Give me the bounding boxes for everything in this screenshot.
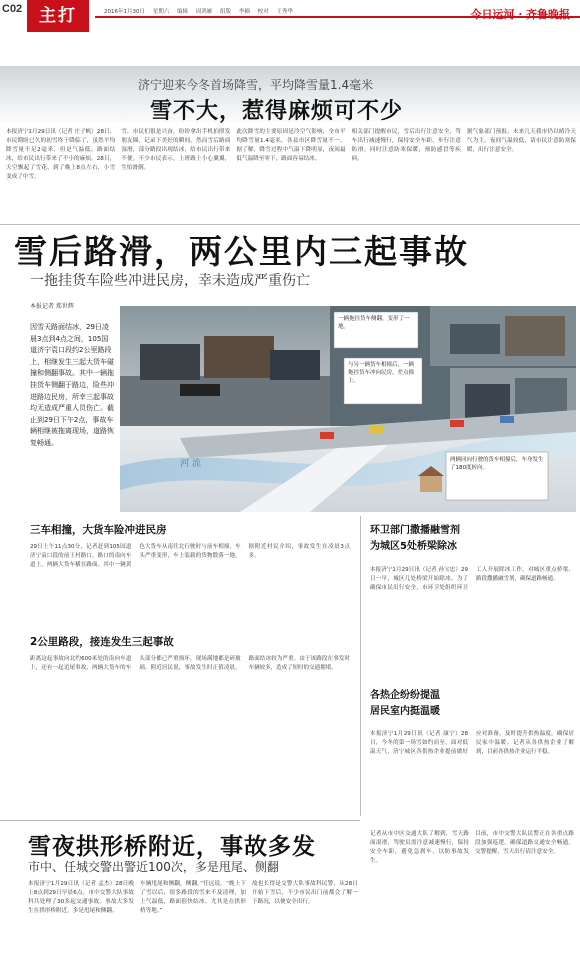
- brand-logo: 今日运河 · 齐鲁晚报: [470, 8, 570, 21]
- article-subtitle: 市中、任城交警出警近100次，多是甩尾、侧翻: [28, 860, 279, 874]
- column-divider: [360, 516, 361, 816]
- section-body: 本报济宁1月29日讯（记者 孙宝忠）29日一早，城区几处桥梁开始除冰。为了确保市民出行安全，市环卫处组织环卫工人开展除冰工作，对城区重点桥梁、路段撒播融雪剂，确保道路畅通。: [370, 567, 574, 591]
- article-headline: 雪不大，惹得麻烦可不少: [150, 99, 404, 124]
- accident-photo-collage: [120, 306, 576, 512]
- body-column: 目前，市中交警大队民警正在各重点路段加强巡逻，确保道路交通安全畅通。交警提醒，雪天出行请注意安全。: [475, 831, 574, 855]
- photo-label-2: 与另一辆货车相撞后，一辆拖挂货车冲向民房，差点撞上。: [348, 362, 415, 384]
- section-title: 各热企纷纷提温 居民室内挺温暖: [370, 690, 440, 717]
- photo-label-3: 两辆同向行驶的货车相撞后，车身发生了180度转向。: [450, 457, 544, 471]
- issue-meta: [104, 7, 299, 15]
- byline: 本报记者 郑世辉: [30, 303, 74, 310]
- section-divider: [0, 224, 580, 225]
- article-body: [6, 128, 576, 220]
- editor-name: 周鸿雁: [195, 9, 213, 15]
- layout-name: 李楠: [238, 9, 250, 15]
- proof-name: 王秀华: [276, 9, 293, 15]
- masthead: [0, 0, 580, 34]
- page-number: C02: [2, 3, 23, 15]
- photo-label-1: 一辆拖挂货车侧翻，变形了一地。: [338, 316, 410, 330]
- article-body-right: [370, 830, 574, 976]
- section-title: 环卫部门撒播融雪剂 为城区5处桥梁除冰: [370, 525, 460, 552]
- body-column: 雪，市民们很是兴奋，纷纷拿出手机拍照发朋友圈，记录下美好的瞬间。然而雪后路面湿滑，部分路段出现结冰，给市民出行带来不便。不少市民表示，上班路上小心翼翼，生怕滑倒。: [121, 129, 231, 171]
- issue-date: 2016年1月30日: [104, 9, 145, 15]
- article-snow: [0, 36, 580, 222]
- lead-paragraph: 因雪天路面结冰，29日凌晨3点到4点之间，105国道济宁袁口段约2公里路段上，相继发生三起大货车碰撞和侧翻事故。其中一辆拖挂货车侧翻于路边，险些冲进路边民房，所幸三起事故均无造成严重人员伤亡。截止到29日下午2点，事故车辆相继被拖离现场，道路恢复畅通。: [30, 323, 114, 447]
- section-divider: [0, 820, 360, 821]
- body-column: 车辆甩尾和侧翻，侧翻。”任远说。“晚上下了雪以后，很多路段的雪来不及清理，加上气温低，路面很快结冰。尤其是在拱形桥等地。”: [140, 881, 246, 914]
- body-column: 记者从市中区交通大队了解到，雪天路面湿滑，驾驶员需注意减速慢行，保持安全车距，避免急刹车，以防事故发生。: [370, 831, 469, 864]
- section-tag: 主打: [27, 0, 89, 32]
- body-column: 据气象部门预报，未来几天我市仍以晴冷天气为主，夜间气温较低，请市民注意防寒保暖，出行注意安全。: [466, 129, 577, 153]
- article-subtitle: 一拖挂货车险些冲进民房，幸未造成严重伤亡: [30, 273, 310, 289]
- article-subtitle: 济宁迎来今冬首场降雪，平均降雪量1.4毫米: [138, 78, 374, 92]
- section-title: 三车相撞，大货车险冲进民房: [30, 524, 167, 536]
- layout-label: 组版: [220, 9, 232, 15]
- body-column: 本报济宁1月29日讯（记者 庄子帆）28日，市民期盼已久的初雪终于降临了，虽然平均降雪量不足2毫米，但是气温低，路面结冰，给市民出行带来了不小的麻烦。28日，天空飘起了雪花，到了晚上8点左右，小雪变成了中雪。: [6, 129, 116, 180]
- body-column: 故也长得是交警大队事故科民警，从28日开始下雪后，不少市民出门前都会了解一下路况，以便安全出行。: [252, 881, 358, 905]
- article-headline: 雪后路滑，两公里内三起事故: [14, 232, 469, 271]
- section-title: 2公里路段，接连发生三起事故: [30, 636, 174, 648]
- issue-weekday: 星期六: [152, 9, 170, 15]
- article-headline: 雪夜拱形桥附近，事故多发: [28, 834, 316, 860]
- body-column: 本报济宁1月29日讯（记者 孟杰）28日晚上8点到29日早晨6点，市中交警大队事故科共处理了30多起交通事故。事故大多发生在拱形桥附近，多是甩尾和侧翻。: [28, 881, 134, 914]
- body-column: 此次降雪的主要原因是冷空气影响，全市平均降雪量1.4毫米，各县市区降雪量不一。据了解，降雪过程中气温下降明显，夜间最低气温降至零下，路面容易结冰。: [236, 129, 346, 162]
- section-body: 29日上午11点30分，记者赶到105国道济宁袁口段的前王村路口，路口的南向车道上，两辆大货车横在路面。其中一辆黄色大货车从南往北行驶时与前车相撞，车头严重变形，车上装载的货物散落一地。据附近村民介绍，事故发生在凌晨3点多。: [30, 544, 350, 568]
- editor-label: 编辑: [177, 9, 189, 15]
- proof-label: 校对: [257, 9, 269, 15]
- section-body: 本报济宁1月29日讯（记者 康宁）28日，今冬的第一场雪如约而至，面对低温天气，济宁城区各供热企业提前做好应对准备，及时提升供热温度，确保居民家中温暖。记者从各供热企业了解到，目前各供热企业运行平稳。: [370, 731, 574, 755]
- collage-graphic: [120, 306, 576, 512]
- body-column: 相关部门提醒市民，雪后出行注意安全，驾车出行减速慢行，保持安全车距，步行注意防滑。同时注意防寒保暖，预防感冒等疾病。: [351, 129, 461, 162]
- article-body: [28, 880, 358, 976]
- section-body: 距离这起事故向北约600米处的南向车道上，还有一起追尾事故，两辆大货车的车头部分都已严重损坏，现场满地都是碎玻璃。附近居民说，事故发生时正值凌晨，路面结冰较为严重。由于该路段在事发时车辆较多，造成了短时的交通拥堵。: [30, 656, 350, 671]
- river-label: 河 流: [180, 459, 201, 469]
